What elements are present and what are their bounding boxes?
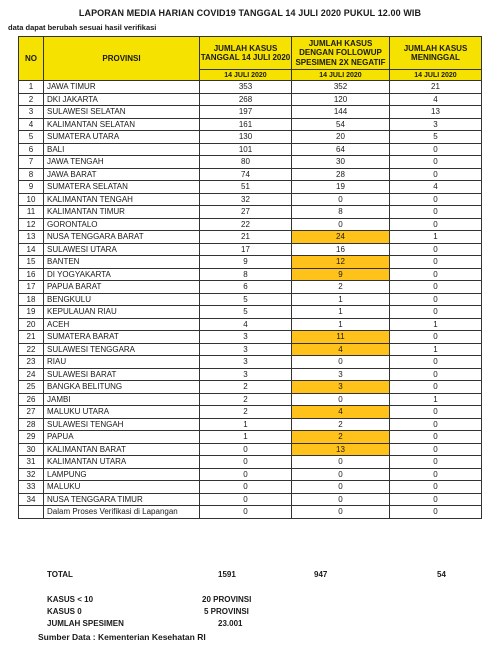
deaths-count: 0 xyxy=(390,493,482,506)
province-name: PAPUA xyxy=(44,431,200,444)
row-number: 21 xyxy=(19,331,44,344)
cases-count: 22 xyxy=(200,218,292,231)
followup-count: 0 xyxy=(292,506,390,519)
cases-count: 0 xyxy=(200,456,292,469)
row-number: 11 xyxy=(19,206,44,219)
header-meninggal: JUMLAH KASUS MENINGGAL xyxy=(390,37,482,70)
header-provinsi: PROVINSI xyxy=(44,37,200,81)
date-followup: 14 JULI 2020 xyxy=(292,70,390,81)
row-number: 17 xyxy=(19,281,44,294)
cases-count: 32 xyxy=(200,193,292,206)
row-number: 34 xyxy=(19,493,44,506)
followup-count: 2 xyxy=(292,281,390,294)
followup-count: 2 xyxy=(292,418,390,431)
total-label: TOTAL xyxy=(47,570,73,579)
province-name: JAMBI xyxy=(44,393,200,406)
province-name: SULAWESI BARAT xyxy=(44,368,200,381)
table-row xyxy=(19,206,482,219)
table-row xyxy=(19,156,482,169)
deaths-count: 0 xyxy=(390,431,482,444)
table-row xyxy=(19,268,482,281)
province-name: SULAWESI UTARA xyxy=(44,243,200,256)
table-row xyxy=(19,331,482,344)
province-name: KALIMANTAN BARAT xyxy=(44,443,200,456)
table-row xyxy=(19,143,482,156)
followup-count: 3 xyxy=(292,368,390,381)
verification-note: data dapat berubah sesuai hasil verifikasi xyxy=(8,23,157,32)
cases-count: 74 xyxy=(200,168,292,181)
table-row xyxy=(19,493,482,506)
row-number: 15 xyxy=(19,256,44,269)
deaths-count: 0 xyxy=(390,256,482,269)
data-source: Sumber Data : Kementerian Kesehatan RI xyxy=(38,632,206,642)
deaths-count: 0 xyxy=(390,193,482,206)
row-number: 6 xyxy=(19,143,44,156)
table-row xyxy=(19,443,482,456)
total-followup: 947 xyxy=(314,570,328,579)
cases-count: 9 xyxy=(200,256,292,269)
province-name: GORONTALO xyxy=(44,218,200,231)
row-number: 30 xyxy=(19,443,44,456)
cases-count: 268 xyxy=(200,93,292,106)
row-number: 16 xyxy=(19,268,44,281)
followup-count: 24 xyxy=(292,231,390,244)
deaths-count: 0 xyxy=(390,406,482,419)
table-row xyxy=(19,456,482,469)
cases-count: 0 xyxy=(200,481,292,494)
row-number xyxy=(19,506,44,519)
province-name: BENGKULU xyxy=(44,293,200,306)
table-row xyxy=(19,306,482,319)
followup-count: 64 xyxy=(292,143,390,156)
table-row xyxy=(19,118,482,131)
province-name: MALUKU UTARA xyxy=(44,406,200,419)
table-row xyxy=(19,318,482,331)
deaths-count: 3 xyxy=(390,118,482,131)
row-number: 23 xyxy=(19,356,44,369)
province-name: SUMATERA UTARA xyxy=(44,131,200,144)
deaths-count: 0 xyxy=(390,206,482,219)
province-name: PAPUA BARAT xyxy=(44,281,200,294)
table-row xyxy=(19,93,482,106)
deaths-count: 0 xyxy=(390,381,482,394)
table-row xyxy=(19,481,482,494)
province-name: KEPULAUAN RIAU xyxy=(44,306,200,319)
deaths-count: 4 xyxy=(390,93,482,106)
cases-count: 0 xyxy=(200,443,292,456)
cases-count: 2 xyxy=(200,406,292,419)
province-name: SULAWESI TENGGARA xyxy=(44,343,200,356)
cases-count: 0 xyxy=(200,468,292,481)
followup-count: 1 xyxy=(292,293,390,306)
province-name: KALIMANTAN SELATAN xyxy=(44,118,200,131)
header-followup: JUMLAH KASUS DENGAN FOLLOWUP SPESIMEN 2X NEGATIF xyxy=(292,37,390,70)
cases-count: 197 xyxy=(200,106,292,119)
deaths-count: 0 xyxy=(390,443,482,456)
table-row xyxy=(19,381,482,394)
row-number: 8 xyxy=(19,168,44,181)
table-row xyxy=(19,281,482,294)
row-number: 24 xyxy=(19,368,44,381)
cases-count: 0 xyxy=(200,506,292,519)
followup-count: 0 xyxy=(292,456,390,469)
row-number: 4 xyxy=(19,118,44,131)
table-row xyxy=(19,193,482,206)
date-meninggal: 14 JULI 2020 xyxy=(390,70,482,81)
deaths-count: 1 xyxy=(390,393,482,406)
summary-label-specimens: JUMLAH SPESIMEN xyxy=(47,619,124,628)
table-body xyxy=(19,81,482,519)
followup-count: 0 xyxy=(292,393,390,406)
deaths-count: 0 xyxy=(390,468,482,481)
province-name: ACEH xyxy=(44,318,200,331)
deaths-count: 0 xyxy=(390,281,482,294)
followup-count: 12 xyxy=(292,256,390,269)
province-name: DKI JAKARTA xyxy=(44,93,200,106)
cases-count: 3 xyxy=(200,343,292,356)
table-row xyxy=(19,431,482,444)
cases-count: 21 xyxy=(200,231,292,244)
cases-count: 3 xyxy=(200,356,292,369)
followup-count: 120 xyxy=(292,93,390,106)
followup-count: 8 xyxy=(292,206,390,219)
followup-count: 13 xyxy=(292,443,390,456)
summary-label-cases-zero: KASUS 0 xyxy=(47,607,82,616)
table-row xyxy=(19,406,482,419)
row-number: 32 xyxy=(19,468,44,481)
table-row xyxy=(19,293,482,306)
table-row xyxy=(19,181,482,194)
row-number: 7 xyxy=(19,156,44,169)
deaths-count: 0 xyxy=(390,293,482,306)
followup-count: 0 xyxy=(292,481,390,494)
cases-count: 1 xyxy=(200,431,292,444)
row-number: 1 xyxy=(19,81,44,94)
date-kasus: 14 JULI 2020 xyxy=(200,70,292,81)
row-number: 33 xyxy=(19,481,44,494)
province-name: BANGKA BELITUNG xyxy=(44,381,200,394)
followup-count: 352 xyxy=(292,81,390,94)
followup-count: 19 xyxy=(292,181,390,194)
cases-count: 4 xyxy=(200,318,292,331)
followup-count: 28 xyxy=(292,168,390,181)
cases-count: 27 xyxy=(200,206,292,219)
cases-count: 2 xyxy=(200,381,292,394)
cases-count: 101 xyxy=(200,143,292,156)
row-number: 2 xyxy=(19,93,44,106)
row-number: 14 xyxy=(19,243,44,256)
followup-count: 30 xyxy=(292,156,390,169)
deaths-count: 0 xyxy=(390,356,482,369)
followup-count: 1 xyxy=(292,318,390,331)
province-name: NUSA TENGGARA BARAT xyxy=(44,231,200,244)
table-row xyxy=(19,243,482,256)
row-number: 3 xyxy=(19,106,44,119)
province-name: SULAWESI SELATAN xyxy=(44,106,200,119)
deaths-count: 0 xyxy=(390,481,482,494)
followup-count: 54 xyxy=(292,118,390,131)
province-name: KALIMANTAN TIMUR xyxy=(44,206,200,219)
cases-count: 0 xyxy=(200,493,292,506)
province-name: NUSA TENGGARA TIMUR xyxy=(44,493,200,506)
cases-count: 51 xyxy=(200,181,292,194)
table-header-row xyxy=(19,37,482,70)
deaths-count: 0 xyxy=(390,168,482,181)
table-row xyxy=(19,468,482,481)
table-row xyxy=(19,106,482,119)
followup-count: 0 xyxy=(292,356,390,369)
province-name: BANTEN xyxy=(44,256,200,269)
deaths-count: 0 xyxy=(390,331,482,344)
deaths-count: 0 xyxy=(390,456,482,469)
followup-count: 1 xyxy=(292,306,390,319)
header-kasus: JUMLAH KASUS TANGGAL 14 JULI 2020 xyxy=(200,37,292,70)
row-number: 9 xyxy=(19,181,44,194)
deaths-count: 0 xyxy=(390,306,482,319)
deaths-count: 0 xyxy=(390,418,482,431)
table-row xyxy=(19,393,482,406)
cases-count: 3 xyxy=(200,368,292,381)
cases-count: 3 xyxy=(200,331,292,344)
deaths-count: 4 xyxy=(390,181,482,194)
row-number: 22 xyxy=(19,343,44,356)
province-name: MALUKU xyxy=(44,481,200,494)
table-row xyxy=(19,231,482,244)
province-name: SULAWESI TENGAH xyxy=(44,418,200,431)
followup-count: 0 xyxy=(292,493,390,506)
table-row xyxy=(19,506,482,519)
row-number: 19 xyxy=(19,306,44,319)
cases-count: 17 xyxy=(200,243,292,256)
followup-count: 3 xyxy=(292,381,390,394)
table-row xyxy=(19,418,482,431)
province-name: DI YOGYAKARTA xyxy=(44,268,200,281)
row-number: 25 xyxy=(19,381,44,394)
deaths-count: 0 xyxy=(390,218,482,231)
province-name: Dalam Proses Verifikasi di Lapangan xyxy=(44,506,200,519)
province-name: KALIMANTAN UTARA xyxy=(44,456,200,469)
table-row xyxy=(19,131,482,144)
table-row xyxy=(19,368,482,381)
cases-count: 5 xyxy=(200,293,292,306)
cases-count: 1 xyxy=(200,418,292,431)
followup-count: 4 xyxy=(292,406,390,419)
deaths-count: 0 xyxy=(390,268,482,281)
cases-count: 80 xyxy=(200,156,292,169)
row-number: 10 xyxy=(19,193,44,206)
covid-provincial-table xyxy=(18,36,482,519)
table-row xyxy=(19,256,482,269)
table-row xyxy=(19,168,482,181)
row-number: 29 xyxy=(19,431,44,444)
summary-value-cases-zero: 5 PROVINSI xyxy=(204,607,249,616)
province-name: LAMPUNG xyxy=(44,468,200,481)
cases-count: 353 xyxy=(200,81,292,94)
province-name: SUMATERA BARAT xyxy=(44,331,200,344)
row-number: 27 xyxy=(19,406,44,419)
report-title: LAPORAN MEDIA HARIAN COVID19 TANGGAL 14 JULI 2020 PUKUL 12.00 WIB xyxy=(78,8,422,18)
row-number: 18 xyxy=(19,293,44,306)
province-name: JAWA TIMUR xyxy=(44,81,200,94)
deaths-count: 0 xyxy=(390,243,482,256)
cases-count: 130 xyxy=(200,131,292,144)
total-kasus: 1591 xyxy=(218,570,236,579)
deaths-count: 0 xyxy=(390,143,482,156)
province-name: JAWA TENGAH xyxy=(44,156,200,169)
summary-label-cases-under-10: KASUS < 10 xyxy=(47,595,94,604)
deaths-count: 13 xyxy=(390,106,482,119)
followup-count: 9 xyxy=(292,268,390,281)
row-number: 26 xyxy=(19,393,44,406)
header-no: NO xyxy=(19,37,44,81)
followup-count: 20 xyxy=(292,131,390,144)
deaths-count: 0 xyxy=(390,156,482,169)
cases-count: 8 xyxy=(200,268,292,281)
province-name: JAWA BARAT xyxy=(44,168,200,181)
total-meninggal: 54 xyxy=(437,570,446,579)
cases-count: 161 xyxy=(200,118,292,131)
followup-count: 2 xyxy=(292,431,390,444)
table-row xyxy=(19,81,482,94)
followup-count: 144 xyxy=(292,106,390,119)
followup-count: 16 xyxy=(292,243,390,256)
row-number: 31 xyxy=(19,456,44,469)
province-name: KALIMANTAN TENGAH xyxy=(44,193,200,206)
row-number: 12 xyxy=(19,218,44,231)
province-name: SUMATERA SELATAN xyxy=(44,181,200,194)
row-number: 5 xyxy=(19,131,44,144)
followup-count: 0 xyxy=(292,193,390,206)
deaths-count: 1 xyxy=(390,343,482,356)
followup-count: 4 xyxy=(292,343,390,356)
province-name: RIAU xyxy=(44,356,200,369)
row-number: 20 xyxy=(19,318,44,331)
deaths-count: 5 xyxy=(390,131,482,144)
summary-value-cases-under-10: 20 PROVINSI xyxy=(202,595,252,604)
followup-count: 11 xyxy=(292,331,390,344)
cases-count: 5 xyxy=(200,306,292,319)
deaths-count: 1 xyxy=(390,318,482,331)
row-number: 28 xyxy=(19,418,44,431)
deaths-count: 0 xyxy=(390,506,482,519)
row-number: 13 xyxy=(19,231,44,244)
summary-value-specimens: 23.001 xyxy=(218,619,243,628)
province-name: BALI xyxy=(44,143,200,156)
deaths-count: 1 xyxy=(390,231,482,244)
followup-count: 0 xyxy=(292,218,390,231)
cases-count: 2 xyxy=(200,393,292,406)
followup-count: 0 xyxy=(292,468,390,481)
table-row xyxy=(19,356,482,369)
cases-count: 6 xyxy=(200,281,292,294)
deaths-count: 21 xyxy=(390,81,482,94)
table-row xyxy=(19,343,482,356)
table-row xyxy=(19,218,482,231)
deaths-count: 0 xyxy=(390,368,482,381)
